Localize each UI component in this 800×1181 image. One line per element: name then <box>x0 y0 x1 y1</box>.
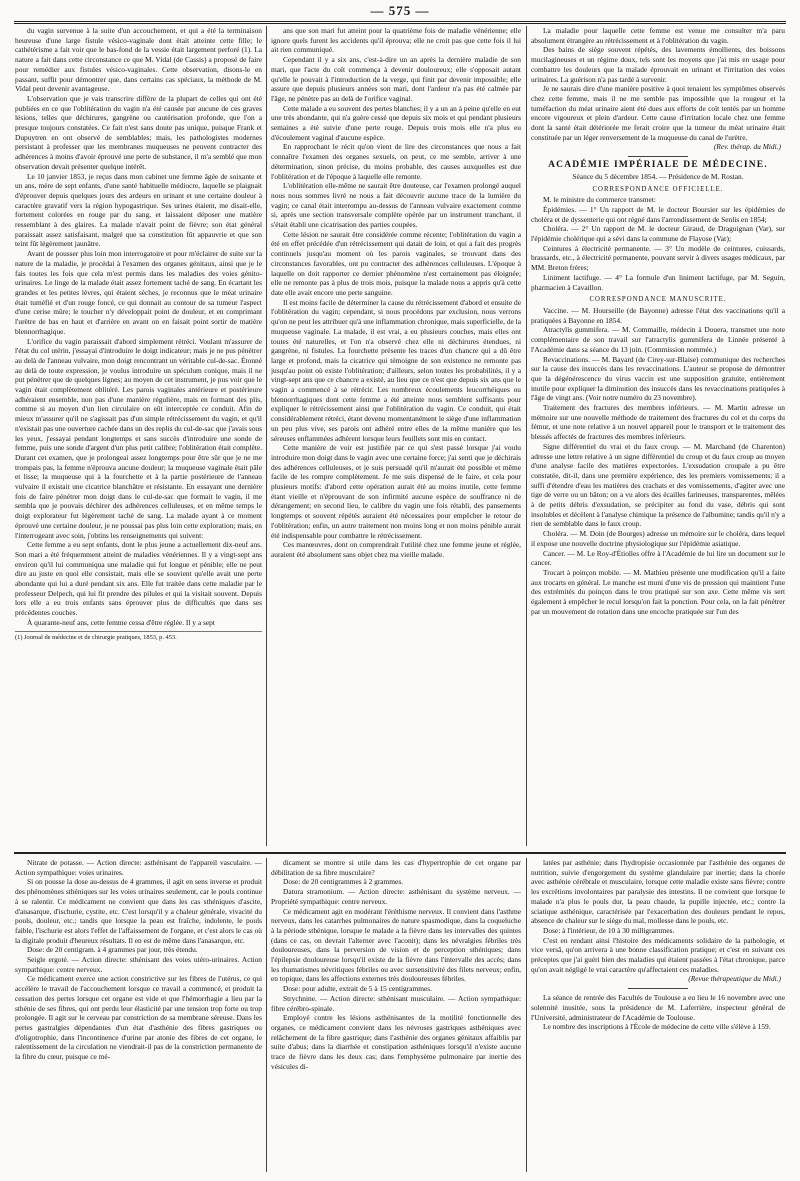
paragraph: Dose: de 20 centigram. à 4 grammes par jour, très étendu. <box>27 945 198 955</box>
paragraph: Liniment lactifuge. — 4° La formule d'un liniment lactifuge, par M. Seguin, pharmacien à Cavaillon. <box>531 272 785 292</box>
seance-line: Séance du 5 décembre 1854. — Présidence de M. Rostan. <box>572 171 744 181</box>
paragraph: En rapprochant le récit qu'on vient de lire des circonstances que nous a fait connaître l'examen des organes sexuels, on peut, ce me semble, arriver à une détermination, sinon précise, du moins probable, des causes auxquelles est due l'oblitération et de l'époque à laquelle elle remonte. <box>271 142 521 181</box>
paragraph: Choléra. — M. Doin (de Bourges) adresse un mémoire sur le choléra, dans lequel il expose une nouvelle doctrine physiologique sur l'épidémie asiatique. <box>531 529 785 548</box>
paragraph: Si on pousse la dose au-dessus de 4 grammes, il agit en sens inverse et produit des phénomènes sthéniques sur les voies urinaires seulement, car le pouls continue à se ralentir. Ce médicament ne convient que dans les cas sthéniques d'ascite, d'anasarque, d'ischurie, cystite, etc. C'est lorsqu'il y a chaleur générale, vivacité du pouls, douleur, etc.; tandis que lorsque la peau est fraîche, indolente, le pouls faible, l'ischurie est alors l'effet de l'affaissement de l'organe, et c'est alors le cas où la digitale produit d'heureux résultats. Il en est de même dans l'anasarque, etc. <box>15 877 262 945</box>
paragraph: Ce médicament agit en modérant l'éréthisme nerveux. Il convient dans l'asthme nerveux, dans les catarrhes pulmonaires de nature spasmodique, dans la coqueluche à la période sthénique, lorsque le malade a la fièvre dans les intervalles des quintes (dans ce cas, on devrait l'alterner avec l'aconit); dans les névralgies fébriles très douloureuses, dans la perversion de vision et de perception sthéniques; dans l'épilepsie douloureuse lorsqu'il existe de la fièvre dans l'intervalle des accès; dans les rhumatismes névritiques fébriles ou avec sursensitivité des filets nerveux; enfin, en topique, dans les affections externes très douloureuses fébriles. <box>271 906 521 984</box>
paragraph: Nitrate de potasse. — Action directe: asthénisant de l'appareil vasculaire. — Action sympathique: voies urinaires. <box>15 858 262 877</box>
column-4 <box>15 858 262 1173</box>
column-divider <box>266 26 267 846</box>
paragraph: Trocart à poinçon mobile. — M. Mathieu présente une modification qu'il a faite aux trocarts en général. Le manche est muni d'une vis de pression qui maintient l'une des extrémités du poinçon dans le trou pratiqué sur son axe. Cette même vis sert également à empêcher le recul lorsqu'on fait la ponction. Pour cela, on la fait pénétrer par un mouvement de rotation dans une encoche pratiquée sur l'un des <box>531 567 785 616</box>
column-5 <box>271 858 521 1173</box>
paragraph: ans que son mari fut atteint pour la quatrième fois de maladie vénérienne; elle ignore quels furent les accidents qu'il éprouva; elle ne croit pas que cette fois il lui ait rien communiqué. <box>271 26 521 55</box>
column-3 <box>531 26 785 848</box>
paragraph: Cancer. — M. Le Roy-d'Étiolles offre à l'Académie de lui lire un document sur le cancer. <box>531 548 785 568</box>
top-rule <box>14 21 786 24</box>
column-divider <box>266 858 267 1172</box>
section-rule <box>628 156 688 157</box>
paragraph: Choléra. — 2° Un rapport de M. le docteur Giraud, de Draguignan (Var), sur l'épidémie cholérique qui a sévi dans la commune de Flayose (Var); <box>531 224 785 244</box>
section-separator <box>14 852 786 854</box>
column-1 <box>15 26 262 848</box>
paragraph: Cette femme a eu sept enfants, dont le plus jeune a actuellement dix-neuf ans. Son mari a été fréquemment atteint de maladies vénériennes. Il y a vingt-sept ans environ qu'il lui communiqua une maladie qui fut longue et pénible; elle ne peut dire au juste en quoi elle consistait, mais elle se souvient qu'elle avait une perte abondante qui lui a duré pendant six ans. Elle fut traitée dans cette maladie par le professeur Delpech, qui lui fit prendre des pilules et qui la visitait souvent. Depuis lors elle a eu trois enfants sans éprouver plus de difficultés que dans ses précédentes couches. <box>15 540 262 618</box>
column-2 <box>271 26 521 848</box>
paragraph: Dose: à l'intérieur, de 10 à 30 milligrammes. <box>543 925 675 935</box>
paragraph: dicament se montre si utile dans les cas d'hypertrophie de cet organe par débilitation de sa fibre musculaire? <box>271 858 521 877</box>
paragraph: Des bains de siège souvent répétés, des lavements émollients, des boissons mucilagineuses et un régime doux, tels sont les moyens que j'ai mis en usage pour combattre les douleurs que la malade éprouvait en urinant et l'irritation des voies urinaires. La guérison n'a pas tardé à survenir. <box>531 45 785 84</box>
paragraph: latées par asthénie; dans l'hydropisie occasionnée par l'asthénie des organes de nutrition, suivie d'engorgement du système glandulaire par inertie; dans la chorée avec asthénie cérébrale et musculaire, lorsque cette maladie existe sans fièvre; contre les excrétions involontaires par paralysie des intestins. Il ne convient que lorsque le malade n'a plus le pouls dur, la peau chaude, la pupille injectée, etc.; contre la sciatique asthénique, caractérisée par l'exacerbation des douleurs pendant le repos, absence de chaleur sur le siège du mal, mollesse dans le pouls, etc. <box>531 858 785 926</box>
paragraph: Le nombre des inscriptions à l'École de médecine de cette ville s'élève à 159. <box>543 1022 771 1032</box>
paragraph: Strychnine. — Action directe: sthénisant musculaire. — Action sympathique: fibre cérébro-spinale. <box>271 993 521 1013</box>
section-rule <box>628 988 688 989</box>
paragraph: Cependant il y a six ans, c'est-à-dire un an après la dernière maladie de son mari, que l'acte du coït commença à devenir douloureux; elle s'opposait autant qu'elle le pouvait à l'introduction de la verge, qui finit par devenir impossible; elle assure que depuis plusieurs années son mari, dont l'ardeur n'a pas été calmée par l'âge, ne pénètre pas au delà de l'orifice vaginal. <box>271 55 521 103</box>
paragraph: Ceintures à électricité permanente. — 3° Un modèle de ceintures, cuissards, brassards, etc., à électricité permanente, pouvant servir à divers usages médicaux, par MM. Breton frères; <box>531 243 785 273</box>
paragraph: Ces manœuvres, dont on comprendrait l'utilité chez une femme jeune et réglée, auraient été absolument sans objet chez ma vieille malade. <box>271 540 521 559</box>
footnote: (1) Journal de médecine et de chirurgie pratiques, 1853, p. 453. <box>15 631 262 642</box>
citation: (Revue thérapeutique du Midi.) <box>688 974 781 984</box>
paragraph: Cette manière de voir est justifiée par ce qui s'est passé lorsque j'ai voulu introduire mon doigt dans le vagin avec une certaine force; j'ai senti que je déchirais des adhérences celluleuses, et je suis persuadé qu'il m'aurait été possible et même facile de les rompre complètement. Je me suis dispensé de le faire, et cela pour plusieurs motifs: d'abord cette opération aurait été au moins inutile, cette femme étant vieille et n'éprouvant de son infirmité aucune espèce de souffrance ni de dérangement; en second lieu, le calibre du vagin une fois rétabli, des pansements longtemps et souvent répétés auraient été nécessaires pour empêcher le retour de l'oblitération; enfin, un autre traitement non moins long et non moins pénible aurait été indispensable pour combattre le rétrécissement. <box>271 443 521 540</box>
paragraph: Dose: de 20 centigrammes à 2 grammes. <box>283 877 404 887</box>
paragraph: L'oblitération elle-même ne saurait être douteuse, car l'examen prolongé auquel nous nous sommes livré ne nous a fait découvrir aucune trace de la lumière du vagin; ce canal était interrompu au-dessus de l'anneau vulvaire exactement comme si, après une section transversale complète opérée par un instrument tranchant, il s'était établi une cicatrisation des parties coupées. <box>271 181 521 230</box>
column-divider <box>526 858 527 1172</box>
paragraph: Je ne saurais dire d'une manière positive à quoi tenaient les symptômes observés chez cette femme, mais il ne me semble pas impossible que la rougeur et la tuméfaction du méat urinaire aient été dues aux efforts de coït tentés par un homme encore vigoureux et plein d'ardeur. Cette cause d'irritation locale chez une femme dont la santé était détériorée me ferait croire que la tumeur du méat urinaire était constituée par un léger renversement de la muqueuse du canal de l'urètre. <box>531 84 785 142</box>
column-6 <box>531 858 785 1173</box>
paragraph: Signe différentiel du vrai et du faux croup. — M. Marchand (de Charenton) adresse une lettre relative à un signe différentiel du croup et du faux croup au moyen d'une analyse facile des matières expectorées. L'exsudation croupale a pu être constatée, dit-il, dans une première expérience, des les premiers vomissements; il a suffi d'étendre d'eau les matières des crachats et des vomissements, d'agiter avec une tige de verre ou un bâton; on a vu alors des écailles farineuses, transparentes, mêlées à de petits débris d'exsudation, se précipiter au fond du vase, débris qui sont insolubles et décèlent à l'analyse chimique la présence de l'albumine; tandis qu'il n'y a rien de semblable dans le faux croup. <box>531 441 785 529</box>
subhead-manuscript: CORRESPONDANCE MANUSCRITE. <box>589 296 727 304</box>
paragraph: L'observation que je vais transcrire diffère de la plupart de celles qui ont été publiées en ce que l'oblitération du vagin n'a été causée par aucune de ces graves lésions, telles que déchirures, gangrène ou cautérisation profonde, que l'on a presque toujours constatées. Ce fait n'est sans doute pas unique, puisque Frank et Dupuytren en ont observé de semblables; mais, les pathologistes modernes persistant à professer que les membranes muqueuses ne peuvent contracter des adhérences à moins d'avoir éprouvé une perte de substance, il m'a semblé que mon observation devait présenter quelque intérêt. <box>15 93 262 171</box>
paragraph: Datura stramonium. — Action directe: asthénisant du système nerveux. — Propriété sympathique: centre nerveux. <box>271 887 521 906</box>
paragraph: C'est en rendant ainsi l'histoire des médicaments solidaire de la pathologie, et vice versâ, qu'on arrivera à une bonne classification pratique; et c'est en suivant ces préceptes que j'ai guéri bien des maladies qui étaient passées à l'état chronique, parce qu'on avait négligé le vrai caractère qu'affectaient ces maladies. <box>531 935 785 974</box>
paragraph: Avant de pousser plus loin mon interrogatoire et pour m'éclairer de suite sur la nature de la maladie, je procédai à l'examen des organes génitaux, ainsi que je le fais toutes les fois que cela m'est permis dans les maladies des voies génito-urinaires. Le linge de la malade était assez fortement taché de sang. En écartant les grandes et les petites lèvres, qui étaient sèches, je reconnus que le méat urinaire était tuméfié et d'un rouge foncé, ce qui donnait au contour de sa tumeur l'aspect d'une cerise mûre; le toucher n'y développait point de douleur, et en comprimant l'urètre de bas en haut et d'arrière en avant on en faisait point sortir de matière blennorrhagique. <box>15 249 262 336</box>
paragraph: du vagin survenue à la suite d'un accouchement, et qui a été la terminaison heureuse d'une large fistule vésico-vaginale dont était atteinte cette fille; le cathétérisme a fait voir que le bas-fond de la vessie était largement perforé (1). La nature a fait dans cette circonstance ce que M. Vidal (de Cassis) a proposé de faire pour remédier aux fistules vésico-vaginales. Cette observation, disons-le en passant, suffit pour démontrer que, dans certains cas spéciaux, la méthode de M. Vidal peut devenir avantageuse. <box>15 26 262 94</box>
paragraph: Il est moins facile de déterminer la cause du rétrécissement d'abord et ensuite de l'oblitération du vagin; cependant, si nous procédons par exclusion, nous verrons qu'on ne peut les attribuer qu'à une inflammation chronique, mais superficielle, de la muqueuse vaginale. La malade, il est vrai, a eu plusieurs couches, mais elles ont toutes été naturelles, et l'on n'a observé chez elle ni déchirures étendues, ni gangrène, ni fistules. La fourchette présente les traces d'un chancre qui a dû être large et profond, mais la cicatrice qui témoigne de son existence ne remonte pas jusqu'au point où existe l'oblitération; d'ailleurs, selon toutes les probabilités, il y a vingt-sept ans que ce chancre a existé, au lieu que ce n'est que depuis six ans que le vagin a commencé à se rétrécir. Les nombreux écoulements leucorrhéiques ou blennorrhagiques dont cette femme a été atteinte nous semblent suffisants pour expliquer le rétrécissement ainsi que l'oblitération du vagin. Ce conduit, qui était considérablement rétréci, étant devenu momentanément le siège d'une inflammation un peu plus vive, ses parois ont adhéré entre elles de la même manière que les séreuses enflammées adhèrent lorsque leurs feuillets sont mis en contact. <box>271 297 521 443</box>
paragraph: L'orifice du vagin paraissait d'abord simplement rétréci. Voulant m'assurer de l'état du col utérin, j'essayai d'introduire le doigt indicateur; mais je ne pus pénétrer au delà de l'anneau vulvaire, mon doigt rencontrant un véritable cul-de-sac. Étonné au delà de toute expression, je voulus introduire un spéculum conique, mais il ne put pénétrer que de quelques lignes; au moyen de cet instrument, je pus voir que le vagin était complètement oblitéré. Les parois vaginales antérieure et postérieure adhéraient ensemble, non pas d'une manière régulière, mais en formant des plis, comme si au moyen d'un lien circulaire on eût interceptée ce conduit. Afin de mieux m'assurer qu'il ne s'agissait pas d'un simple rétrécissement du vagin, et qu'il n'existait pas une ouverture cachée dans un des replis du cul-de-sac que j'avais sous les yeux, j'essayai pendant longtemps et sans succès d'introduire une sonde de femme, puis une sonde d'argent d'un plus petit calibre; l'oblitération était complète. Durant cet examen, que je prolongeai assez longtemps pour être sûr que je ne me trompais pas, la femme n'éprouva aucune douleur; la muqueuse vaginale était pâle et lisse; la muqueuse qui à la fourchette et à la partie postérieure de l'anneau vulvaire il existait une cicatrice blanchâtre et résistante. En essayant une dernière fois de faire pénétrer mon doigt dans le cul-de-sac que formait le vagin, il me sembla que je pouvais déchirer des adhérences celluleuses, et en même temps le doigt explorateur fut légèrement taché de sang. La malade ayant à ce moment éprouvé une certaine douleur, je ne poussai pas plus loin cette exploration; mais, en l'interrogeant avec soin, j'obtins les renseignements qui suivent: <box>15 336 262 540</box>
paragraph: À quarante-neuf ans, cette femme cessa d'être réglée. Il y a sept <box>27 617 215 627</box>
paragraph: Ce médicament exerce une action constrictive sur les fibres de l'utérus, ce qui accélère le travail de l'accouchement lorsque ce travail a commencé, et produit la cessation des pertes lorsque cet organe est vide et que l'hémorrhagie a lieu par la sthénie de ses fibres, qui ont perdu leur élasticité par une tension trop forte ou trop prolongée. Il agit sur le cerveau par constriction de sa membrane séreuse. Dans les pertes gastralgies dépendantes d'un état d'asthénie des fibres gastriques ou d'oligotrophie, dans l'incontinence d'urine par atonie des fibres de cet organe, le ralentissement de la circulation ne viendrait-il pas de la constriction permanente de la fibre du cœur, puisque ce mé- <box>15 974 262 1062</box>
citation: (Rev. thérap. du Midi.) <box>713 142 781 152</box>
paragraph: Traitement des fractures des membres inférieurs. — M. Martin adresse un mémoire sur une nouvelle méthode de traitement des fractures du col et du corps du fémur, et une note relative à un nouvel appareil pour le transport et le traitement des blessés affectés de fractures des membres inférieurs. <box>531 403 785 442</box>
paragraph: Cette lésion ne saurait être considérée comme récente; l'oblitération du vagin a été en effet précédée d'un rétrécissement qui datait de loin, et qui a fait des progrès continuels jusqu'au moment où les parois vaginales, se trouvant dans des circonstances favorables, ont pu contracter des adhérences celluleuses. L'époque à laquelle on doit rapporter ce dernier phénomène n'est certainement pas éloignée; elle ne remonte pas à plus de trois mois, puisque la malade nous a appris qu'à cette date elle avait encore une perte sanguine. <box>271 229 521 297</box>
paragraph: Atractylis gummifera. — M. Commaille, médecin à Douera, transmet une note complémentaire de son travail sur l'atractylis gummifera de Linnée présenté à l'Académie dans sa séance du 13 juin. (Commission nommée.) <box>531 325 785 354</box>
column-divider <box>526 26 527 846</box>
paragraph: Dose: pour adulte, extrait de 5 à 15 centigrammes. <box>283 984 432 994</box>
paragraph: Le 10 janvier 1853, je reçus dans mon cabinet une femme âgée de soixante et un ans, mère de sept enfants, d'une santé habituelle médiocre, laquelle se plaignait d'éprouver depuis quelques jours des ardeurs en urinant et une certaine douleur à caractère gravatif vers la région hypogastrique. Ses urines étaient, me disait-elle, fortement colorées en rouge par du sang, et laissaient déposer une matière ressemblant à des glaires. La malade n'avait point de fièvre; son état général paraissait assez satisfaisant, malgré que sa constitution fût appauvrie et que son teint fût légèrement jaunâtre. <box>15 171 262 249</box>
paragraph: La maladie pour laquelle cette femme est venue me consulter m'a paru absolument étrangère au rétrécissement et à l'oblitération du vagin. <box>531 26 785 45</box>
paragraph: La séance de rentrée des Facultés de Toulouse a eu lieu le 16 novembre avec une solennité inusitée, sous la présidence de M. Laferrière, inspecteur général de l'Université, administrateur de l'Académie de Toulouse. <box>531 993 785 1022</box>
paragraph: M. le ministre du commerce transmet: <box>543 195 656 205</box>
paragraph: Cette malade a eu souvent des pertes blanches; il y a un an à peine qu'elle en eut une très abondante, qui n'a guère cessé que depuis six mois et qui pendant plusieurs semaines a été suivie d'une perte rouge. Depuis trois mois elle n'a plus eu d'écoulement vaginal d'aucune espèce. <box>271 103 521 142</box>
subhead-official: CORRESPONDANCE OFFICIELLE. <box>592 185 724 193</box>
paragraph: Seigle ergoté. — Action directe: sthénisant des voies utéro-urinaires. Action sympathique: centre nerveux. <box>15 955 262 974</box>
paragraph: Employé contre les lésions asthénisantes de la motilité fonctionnelle des organes, ce médicament convient dans les névroses gastriques asthéniques avec relâchement de la fibre gastrique; dans l'asthénie des organes génitaux affaiblis par suite d'abus; dans la diarrhée et constipation asthéniques lorsqu'il n'existe aucune trace de fièvre dans les deux cas; dans l'emphysème pulmonaire par inertie des vésicules di- <box>271 1013 521 1071</box>
page-number: — 575 — <box>370 3 430 18</box>
section-title: ACADÉMIE IMPÉRIALE DE MÉDECINE. <box>548 160 768 171</box>
paragraph: Revaccinations. — M. Bayard (de Cirey-sur-Blaise) communique des recherches sur la cause des insuccès dans les revaccinations. L'auteur se propose de démontrer que la dégénérescence du virus vaccin est une supposition gratuite, entièrement inutile pour expliquer la diminution des insuccès dans les revaccinations pratiquées à l'âge de vingt ans. (Voir notre numéro du 23 novembre). <box>531 354 785 403</box>
paragraph: Vaccine. — M. Hourseille (de Bayonne) adresse l'état des vaccinations qu'il a pratiquées à Bayonne en 1854. <box>531 305 785 325</box>
paragraph: Épidémies. — 1° Un rapport de M. le docteur Boursier sur les épidémies de choléra et de dyssenterie qui ont régné dans l'arrondissement de Senlis en 1854; <box>531 204 785 224</box>
